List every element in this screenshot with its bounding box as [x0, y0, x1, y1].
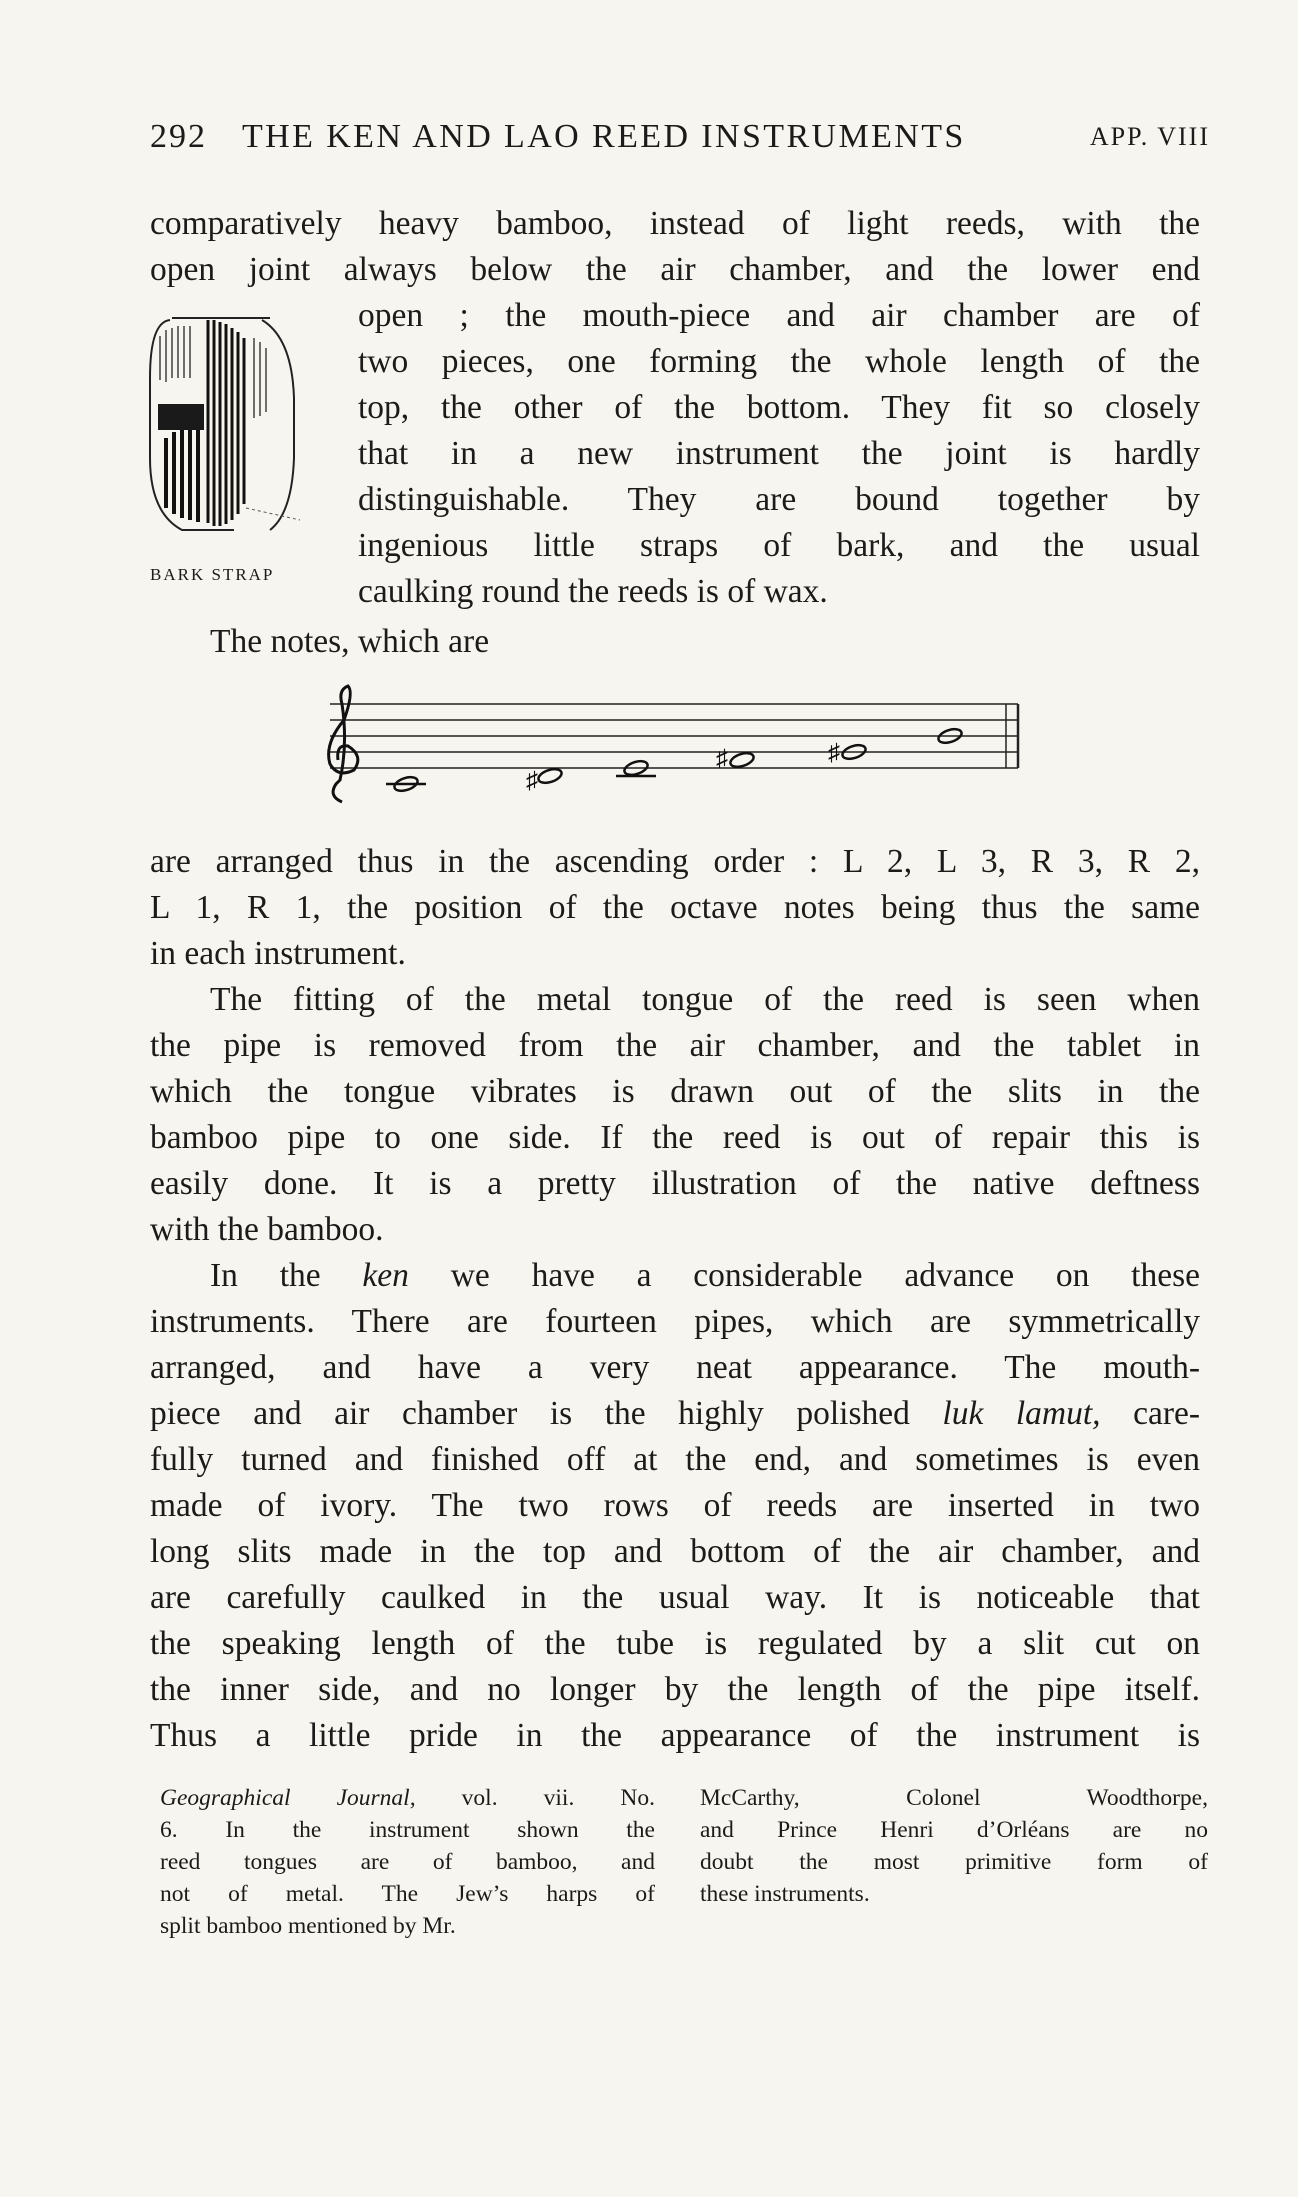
text-line: open joint always below the air chamber, and the lower end [150, 251, 1200, 288]
text-line: two pieces, one forming the whole length of the [358, 343, 1200, 380]
text-line: fully turned and finished off at the end, and sometimes is even [150, 1441, 1200, 1478]
text-line: arranged, and have a very neat appearance. The mouth- [150, 1349, 1200, 1386]
text-line: in each instrument. [150, 935, 406, 972]
text-line: made of ivory. The two rows of reeds are inserted in two [150, 1487, 1200, 1524]
footnote-line: split bamboo mentioned by Mr. [160, 1913, 456, 1939]
text-line: the pipe is removed from the air chamber, and the tablet in [150, 1027, 1200, 1064]
text-line: top, the other of the bottom. They fit so closely [358, 389, 1200, 426]
text-line: Thus a little pride in the appearance of the instrument is [150, 1717, 1200, 1754]
footnote-line: McCarthy, Colonel Woodthorpe, [700, 1785, 1208, 1811]
text-line: long slits made in the top and bottom of the air chamber, and [150, 1533, 1200, 1570]
text-line: which the tongue vibrates is drawn out of the slits in the [150, 1073, 1200, 1110]
figure-caption: BARK STRAP [150, 565, 275, 584]
page-number: 292 [150, 118, 207, 155]
musical-staff-figure [318, 684, 1038, 816]
svg-text:♯: ♯ [828, 740, 840, 766]
footnote-line: these instruments. [700, 1881, 870, 1907]
text-line: the inner side, and no longer by the length of the pipe itself. [150, 1671, 1200, 1708]
text-line: caulking round the reeds is of wax. [358, 573, 828, 610]
text-line: The notes, which are [210, 623, 490, 660]
footnote-line: not of metal. The Jew’s harps of [160, 1881, 655, 1907]
text-line: easily done. It is a pretty illustration of the native deftness [150, 1165, 1200, 1202]
text-line: L 1, R 1, the position of the octave notes being thus the same [150, 889, 1200, 926]
footnote-line: reed tongues are of bamboo, and [160, 1849, 655, 1875]
text-line: bamboo pipe to one side. If the reed is out of repair this is [150, 1119, 1200, 1156]
text-line: open ; the mouth-piece and air chamber are of [358, 297, 1200, 334]
text-line: the speaking length of the tube is regulated by a slit cut on [150, 1625, 1200, 1662]
text-line: distinguishable. They are bound together by [358, 481, 1200, 518]
text-line: with the bamboo. [150, 1211, 384, 1248]
footnote-line: Geographical Journal, vol. vii. No. [160, 1785, 655, 1811]
footnote-line: doubt the most primitive form of [700, 1849, 1208, 1875]
svg-text:♯: ♯ [526, 768, 538, 794]
svg-text:♯: ♯ [716, 746, 728, 772]
text-line: ingenious little straps of bark, and the usual [358, 527, 1200, 564]
text-line: In the ken we have a considerable advance on these [210, 1257, 1200, 1294]
footnote-line: 6. In the instrument shown the [160, 1817, 655, 1843]
text-line: that in a new instrument the joint is hardly [358, 435, 1200, 472]
text-line: are carefully caulked in the usual way. It is noticeable that [150, 1579, 1200, 1616]
footnote-line: and Prince Henri d’Orléans are no [700, 1817, 1208, 1843]
text-line: are arranged thus in the ascending order : L 2, L 3, R 3, R 2, [150, 843, 1200, 880]
text-line: instruments. There are fourteen pipes, which are symmetrically [150, 1303, 1200, 1340]
running-title: THE KEN AND LAO REED INSTRUMENTS [242, 118, 966, 155]
text-line: The fitting of the metal tongue of the reed is seen when [210, 981, 1200, 1018]
bark-strap-drawing-icon [142, 308, 304, 548]
text-line: piece and air chamber is the highly polished luk lamut, care- [150, 1395, 1201, 1432]
appendix-label: APP. VIII [1089, 122, 1210, 151]
text-line: comparatively heavy bamboo, instead of light reeds, with the [150, 205, 1200, 242]
